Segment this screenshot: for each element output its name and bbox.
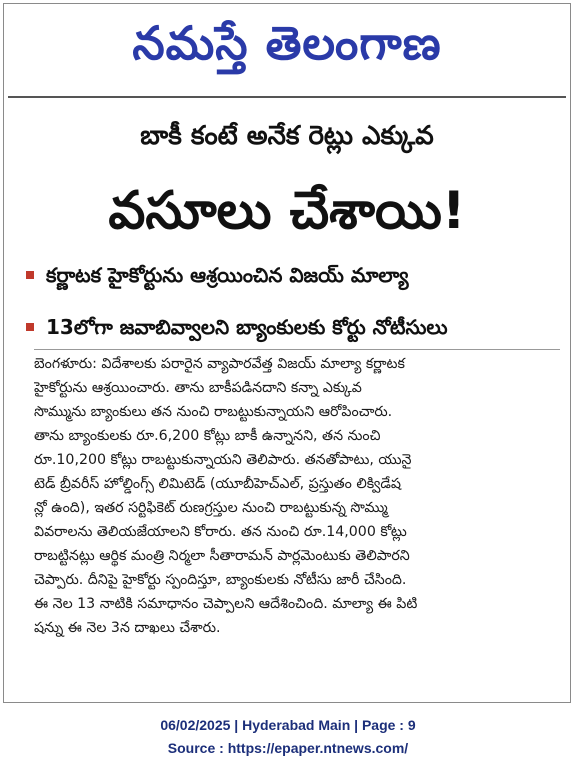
body-line: సొమ్మును బ్యాంకులు తన నుంచి రాబట్టుకున్నాయని ఆరోపించారు.: [34, 404, 393, 420]
bullet-square-icon: [26, 271, 34, 279]
body-line: వివరాలను తెలియజేయాలని కోరారు. తన నుంచి రూ.14,000 కోట్లు: [34, 524, 407, 540]
summary-bullet-text: 13లోగా జవాబివ్వాలని బ్యాంకులకు కోర్టు నోటీసులు: [46, 315, 448, 339]
body-line: టెడ్ బ్రీవరీస్ హోల్డింగ్స్ లిమిటెడ్ (యూబీహెచ్ఎల్, ప్రస్తుతం లిక్విడేష: [34, 476, 402, 492]
newspaper-masthead: నమస్తే తెలంగాణ: [132, 16, 442, 70]
body-line: రాబట్టినట్లు ఆర్థిక మంత్రి నిర్మలా సీతారామన్ పార్లమెంటుకు తెలిపారని: [34, 548, 410, 564]
body-line: న్లో ఉంది), ఇతర సర్టిఫికెట్ రుణగ్రస్తుల నుంచి రాబట్టుకున్న సొమ్ము: [34, 500, 388, 516]
summary-bullet-2: [26, 310, 560, 344]
article-kicker: బాకీ కంటే అనేక రెట్లు ఎక్కువ: [140, 121, 434, 151]
bullet-square-icon: [26, 323, 34, 331]
body-line: తాను బ్యాంకులకు రూ.6,200 కోట్లు బాకీ ఉన్నానని, తన నుంచి: [34, 428, 381, 444]
body-line: చెప్పారు. దీనిపై హైకోర్టు స్పందిస్తూ, బ్యాంకులకు నోటీసు జారీ చేసింది.: [34, 572, 407, 588]
source-link[interactable]: Source : https://epaper.ntnews.com/: [167, 740, 409, 756]
summary-bullet-1: [26, 258, 560, 292]
article-headline: వసూలు చేశాయి!: [108, 181, 466, 241]
article-body: [34, 352, 556, 640]
body-line: ఈ నెల 13 నాటికి సమాధానం చెప్పాలని ఆదేశించింది. మాల్యా ఈ పిటి: [34, 596, 418, 612]
body-line: హైకోర్టును ఆశ్రయించారు. తాను బాకీపడినదాని కన్నా ఎక్కువ: [34, 380, 362, 396]
summary-bullet-text: కర్ణాటక హైకోర్టును ఆశ్రయించిన విజయ్ మాల్యా: [46, 263, 409, 287]
body-line: రూ.10,200 కోట్లు రాబట్టుకున్నాయని తెలిపారు. తనతోపాటు, యునై: [34, 452, 412, 468]
body-line: షన్ను ఈ నెల 3న దాఖలు చేశారు.: [34, 620, 221, 636]
masthead-divider: [8, 96, 566, 98]
clipping-frame: [3, 3, 571, 703]
edition-info: 06/02/2025 | Hyderabad Main | Page : 9: [160, 717, 416, 733]
body-divider: [34, 349, 560, 350]
body-line: బెంగళూరు: విదేశాలకు పరారైన వ్యాపారవేత్త విజయ్ మాల్యా కర్ణాటక: [34, 356, 405, 372]
clipping-footer: [0, 714, 576, 760]
